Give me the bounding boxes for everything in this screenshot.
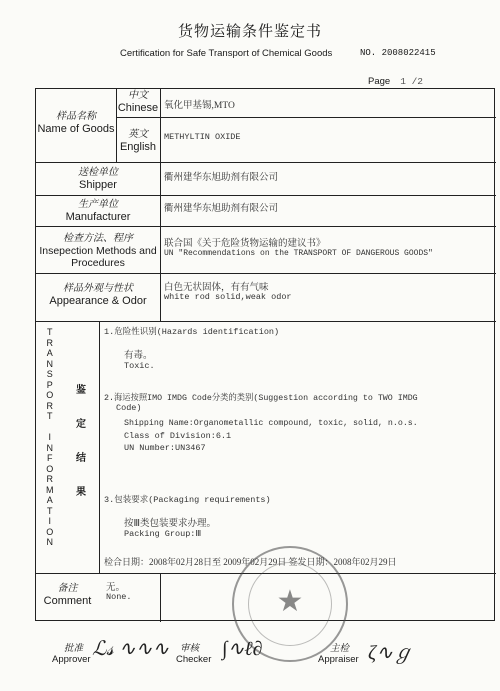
document-number: NO. 2008022415 bbox=[360, 48, 436, 58]
approver-label-cn: 批准 bbox=[64, 644, 84, 654]
col-divider bbox=[99, 321, 100, 573]
appraiser-label-en: Appraiser bbox=[318, 654, 359, 665]
transport-vertical-letter: M bbox=[46, 484, 54, 495]
english-label-cn: 英文 bbox=[128, 129, 148, 140]
appraisal-result-char-1: 鉴 bbox=[76, 385, 86, 396]
section2-line3: UN Number:UN3467 bbox=[124, 443, 206, 453]
appearance-value-cn: 白色无状固体，有有气味 bbox=[164, 283, 269, 293]
transport-vertical-letter: T bbox=[47, 505, 53, 516]
goods-label-en: Name of Goods bbox=[37, 122, 115, 135]
comment-value-en: None. bbox=[106, 592, 132, 602]
comment-label-cn: 备注 bbox=[57, 583, 78, 594]
shipper-value: 衢州建华东旭助剂有限公司 bbox=[164, 173, 279, 183]
validity-dates: 检合日期：2008年02月28日至 2009年02月29日 签发日期：2008年02月29日 bbox=[104, 557, 397, 567]
transport-vertical-letter: S bbox=[46, 369, 53, 379]
appearance-label-en: Appearance & Odor bbox=[49, 294, 147, 307]
methods-label-en-2: Procedures bbox=[71, 256, 125, 269]
section1-title: 1.危险性识别(Hazards identification) bbox=[104, 327, 280, 337]
approver-label-en: Approver bbox=[52, 654, 91, 665]
row-divider bbox=[36, 273, 496, 274]
seal-star-icon: ★ bbox=[276, 585, 304, 618]
english-label bbox=[116, 129, 160, 153]
checker-label-cn: 审核 bbox=[180, 644, 200, 654]
appearance-value-en: white rod solid,weak odor bbox=[164, 292, 292, 302]
checker-label-en: Checker bbox=[176, 654, 212, 665]
chinese-label-cn: 中文 bbox=[128, 90, 148, 101]
transport-vertical-letter: O bbox=[46, 390, 54, 400]
goods-label bbox=[36, 111, 116, 135]
methods-value-en: UN "Recommendations on the TRANSPORT OF DANGEROUS GOODS" bbox=[164, 249, 433, 258]
transport-information-vertical-label bbox=[46, 327, 54, 548]
english-label-en: English bbox=[119, 140, 157, 153]
appraisal-result-char-2: 定 bbox=[76, 419, 86, 430]
manufacturer-label-cn: 生产单位 bbox=[78, 199, 118, 210]
page-label: Page bbox=[368, 76, 391, 87]
section2-line2: Class of Division:6.1 bbox=[124, 431, 232, 441]
section3-cn: 按Ⅲ类包装要求办理。 bbox=[124, 519, 217, 529]
comment-label bbox=[36, 583, 99, 607]
manufacturer-label-en: Manufacturer bbox=[65, 210, 131, 223]
chinese-label-en: Chinese bbox=[117, 101, 159, 114]
shipper-label bbox=[36, 167, 160, 191]
appraiser-label-cn: 主检 bbox=[330, 644, 350, 654]
approver-label bbox=[52, 640, 91, 665]
manufacturer-label bbox=[36, 199, 160, 223]
transport-vertical-letter: N bbox=[46, 537, 53, 547]
page-value: 1 /2 bbox=[400, 76, 423, 87]
transport-vertical-letter: T bbox=[47, 411, 53, 421]
transport-vertical-letter: F bbox=[47, 453, 53, 463]
transport-vertical-letter: I bbox=[48, 432, 51, 442]
checker-signature: ∫∿ℓ∂ bbox=[222, 638, 263, 660]
methods-label-cn: 检查方法、程序 bbox=[63, 233, 133, 244]
appraisal-result-char-4: 果 bbox=[76, 487, 86, 498]
transport-vertical-letter: I bbox=[48, 516, 51, 526]
transport-vertical-letter: O bbox=[46, 526, 54, 537]
goods-chinese-value: 氧化甲基锡,MTO bbox=[164, 101, 235, 111]
page-indicator bbox=[368, 76, 423, 87]
transport-vertical-letter: N bbox=[46, 358, 53, 369]
transport-vertical-letter: T bbox=[47, 327, 53, 337]
document-title-en: Certification for Safe Transport of Chemical Goods bbox=[120, 48, 333, 59]
transport-vertical-letter bbox=[48, 422, 51, 433]
transport-vertical-letter: N bbox=[46, 442, 53, 453]
chinese-label bbox=[116, 90, 160, 114]
methods-value-cn: 联合国《关于危险货物运输的建议书》 bbox=[164, 239, 326, 249]
certificate-table bbox=[35, 88, 495, 621]
transport-vertical-letter: O bbox=[46, 463, 54, 474]
methods-label-en-1: Insepection Methods and bbox=[39, 244, 157, 257]
appearance-label-cn: 样品外观与性状 bbox=[63, 283, 133, 294]
manufacturer-value: 衢州建华东旭助剂有限公司 bbox=[164, 204, 279, 214]
row-divider bbox=[36, 226, 496, 227]
section1-cn: 有毒。 bbox=[124, 351, 153, 361]
goods-label-cn: 样品名称 bbox=[56, 111, 96, 122]
row-divider bbox=[36, 321, 496, 322]
appraiser-label bbox=[318, 640, 359, 665]
comment-value-cn: 无。 bbox=[106, 583, 126, 593]
transport-vertical-letter: R bbox=[46, 474, 53, 484]
col-divider bbox=[160, 89, 161, 321]
section2-line1: Shipping Name:Organometallic compound, toxic, solid, n.o.s. bbox=[124, 419, 418, 428]
goods-english-value: METHYLTIN OXIDE bbox=[164, 132, 241, 142]
section2-title-2: Code) bbox=[116, 403, 142, 413]
checker-label bbox=[176, 640, 211, 665]
shipper-label-cn: 送检单位 bbox=[78, 167, 118, 178]
row-divider bbox=[36, 162, 496, 163]
transport-vertical-letter: R bbox=[46, 400, 53, 411]
appraisal-result-char-3: 结 bbox=[76, 453, 86, 464]
section3-en: Packing Group:Ⅲ bbox=[124, 529, 202, 539]
transport-vertical-letter: R bbox=[46, 337, 53, 348]
transport-vertical-letter: A bbox=[46, 495, 53, 505]
approver-signature: ℒ𝓈 ∿∿∿ bbox=[92, 638, 170, 660]
col-divider bbox=[160, 573, 161, 622]
methods-label bbox=[36, 233, 160, 269]
row-divider bbox=[36, 195, 496, 196]
section3-title: 3.包装要求(Packaging requirements) bbox=[104, 495, 271, 505]
goods-divider bbox=[116, 117, 496, 118]
transport-vertical-letter: P bbox=[46, 379, 53, 390]
appearance-label bbox=[36, 283, 160, 307]
shipper-label-en: Shipper bbox=[79, 178, 117, 191]
appraiser-signature: ζ∿ℊ bbox=[368, 642, 413, 664]
section2-title-1: 2.海运按照IMO IMDG Code分类的类别(Suggestion according to TWO IMDG bbox=[104, 394, 418, 403]
transport-vertical-letter: A bbox=[46, 348, 53, 358]
comment-label-en: Comment bbox=[43, 594, 92, 607]
document-title-cn: 货物运输条件鉴定书 bbox=[177, 24, 322, 40]
section1-en: Toxic. bbox=[124, 361, 155, 371]
